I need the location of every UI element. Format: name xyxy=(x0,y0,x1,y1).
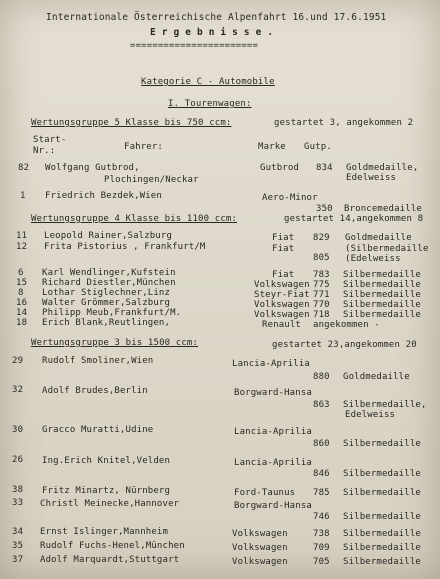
car-make: Volkswagen xyxy=(232,543,288,553)
points: 705 xyxy=(313,557,330,567)
points: 746 xyxy=(313,512,330,522)
points: 863 xyxy=(313,400,330,410)
points: 709 xyxy=(313,543,330,553)
award: Silbermedaille xyxy=(343,543,421,553)
points: 829 xyxy=(313,233,330,243)
driver-name: Rudolf Fuchs-Henel,München xyxy=(40,541,185,551)
title-rule: ======================= xyxy=(130,41,259,51)
driver-name: Gracco Muratti,Udine xyxy=(42,425,154,435)
points: 805 xyxy=(313,253,330,263)
driver-name: Philipp Meub,Frankfurt/M. xyxy=(42,308,182,318)
group2-started: gestartet 14,angekommen 8 xyxy=(284,214,424,224)
award: Silbermedaille, xyxy=(343,400,427,410)
award: Silbermedaille xyxy=(343,557,421,567)
car-make: Lancia-Aprilia xyxy=(234,458,312,468)
column-nr: Nr.: xyxy=(33,146,56,156)
car-make: Fiat xyxy=(272,244,295,254)
award: Silbermedaille xyxy=(343,512,421,522)
award: Silbermedaille xyxy=(343,290,421,300)
points: 785 xyxy=(313,488,330,498)
car-make: Fiat xyxy=(272,270,295,280)
start-number: 26 xyxy=(12,455,24,465)
start-number: 34 xyxy=(12,527,24,537)
driver-name: Leopold Rainer,Salzburg xyxy=(44,231,173,241)
award: Silbermedaille xyxy=(343,488,421,498)
driver-name: Adolf Brudes,Berlin xyxy=(42,386,148,396)
start-number: 1 xyxy=(20,191,26,201)
start-number: 33 xyxy=(12,498,24,508)
award: Silbermedaille xyxy=(343,469,421,479)
driver-name: Christl Meinecke,Hannover xyxy=(40,499,180,509)
car-make: Borgward-Hansa xyxy=(234,501,312,511)
document-title: Internationale Österreichische Alpenfahrt 16.und 17.6.1951 xyxy=(46,12,387,23)
document-subtitle: E r g e b n i s s e . xyxy=(150,27,274,38)
driver-name: Ernst Islinger,Mannheim xyxy=(40,527,169,537)
car-make: Volkswagen xyxy=(254,280,310,290)
start-number: 35 xyxy=(12,541,24,551)
points: 783 xyxy=(313,270,330,280)
driver-name: Rudolf Smoliner,Wien xyxy=(42,356,154,366)
award-extra: Edelweiss xyxy=(346,173,397,183)
car-make: Volkswagen xyxy=(232,557,288,567)
award: Broncemedaille xyxy=(344,204,422,214)
start-number: 37 xyxy=(12,555,24,565)
award: Silbermedaille xyxy=(343,280,421,290)
award: Silbermedaille xyxy=(343,439,421,449)
car-make: Volkswagen xyxy=(232,529,288,539)
driver-name: Richard Diestler,München xyxy=(42,278,176,288)
award: (Silbermedaille xyxy=(345,244,429,254)
car-make: Volkswagen xyxy=(254,300,310,310)
car-make: Steyr-Fiat xyxy=(254,290,310,300)
driver-name: Ing.Erich Knitel,Velden xyxy=(42,456,171,466)
start-number: 6 xyxy=(18,268,24,278)
driver-name: Wolfgang Gutbrod, xyxy=(45,163,140,173)
column-start: Start- xyxy=(33,135,67,145)
start-number: 29 xyxy=(12,356,24,366)
car-make: Lancia-Aprilia xyxy=(232,359,310,369)
points: 834 xyxy=(316,163,333,173)
award: Silbermedaille xyxy=(343,270,421,280)
car-make: Lancia-Aprilia xyxy=(234,427,312,437)
column-make: Marke xyxy=(258,142,286,152)
group2-heading: Wertungsgruppe 4 Klasse bis 1100 ccm: xyxy=(31,214,238,224)
group3-heading: Wertungsgruppe 3 bis 1500 ccm: xyxy=(31,338,199,348)
award: Goldmedaille, xyxy=(346,163,419,173)
award: angekommen - xyxy=(313,320,380,330)
points: 718 xyxy=(313,310,330,320)
points: 775 xyxy=(313,280,330,290)
award: Silbermedaille xyxy=(343,529,421,539)
column-points: Gutp. xyxy=(304,142,332,152)
points: 860 xyxy=(313,439,330,449)
start-number: 38 xyxy=(12,485,24,495)
driver-name: Frita Pistorius , Frankfurt/M xyxy=(44,242,206,252)
award: Goldmedaille xyxy=(343,372,410,382)
points: 880 xyxy=(313,372,330,382)
driver-name: Friedrich Bezdek,Wien xyxy=(45,191,162,201)
award: Goldmedaille xyxy=(345,233,412,243)
driver-name: Lothar Stiglechner,Linz xyxy=(42,288,171,298)
start-number: 8 xyxy=(18,288,24,298)
driver-name: Adolf Marquardt,Stuttgart xyxy=(40,555,180,565)
section-heading: I. Tourenwagen: xyxy=(168,99,252,109)
car-make: Ford-Taunus xyxy=(234,488,296,498)
driver-name: Fritz Minartz, Nürnberg xyxy=(42,486,171,496)
driver-name: Erich Blank,Reutlingen, xyxy=(42,318,171,328)
points: 846 xyxy=(313,469,330,479)
start-number: 14 xyxy=(16,308,28,318)
group3-started: gestartet 23,angekommen 20 xyxy=(272,340,417,350)
points: 738 xyxy=(313,529,330,539)
award: Silbermedaille xyxy=(343,310,421,320)
column-driver: Fahrer: xyxy=(124,142,163,152)
group1-started: gestartet 3, angekommen 2 xyxy=(274,118,414,128)
points: 350 xyxy=(316,204,333,214)
car-make: Borgward-Hansa xyxy=(234,388,312,398)
car-make: Aero-Minor xyxy=(262,193,318,203)
start-number: 32 xyxy=(12,385,24,395)
car-make: Renault xyxy=(262,320,301,330)
points: 771 xyxy=(313,290,330,300)
start-number: 82 xyxy=(18,163,30,173)
driver-name: Walter Grömmer,Salzburg xyxy=(42,298,171,308)
start-number: 15 xyxy=(16,278,28,288)
start-number: 16 xyxy=(16,298,28,308)
award-extra: (Edelweiss xyxy=(345,254,401,264)
points: 770 xyxy=(313,300,330,310)
start-number: 30 xyxy=(12,425,24,435)
driver-location: Plochingen/Neckar xyxy=(104,175,199,185)
category-heading: Kategorie C - Automobile xyxy=(141,77,275,87)
car-make: Volkswagen xyxy=(254,310,310,320)
award: Silbermedaille xyxy=(343,300,421,310)
group1-heading: Wertungsgruppe 5 Klasse bis 750 ccm: xyxy=(31,118,232,128)
award-extra: Edelweiss xyxy=(345,410,396,420)
start-number: 18 xyxy=(16,318,28,328)
car-make: Fiat xyxy=(272,233,295,243)
car-make: Gutbrod xyxy=(260,163,299,173)
driver-name: Karl Wendlinger,Kufstein xyxy=(42,268,176,278)
start-number: 11 xyxy=(16,231,28,241)
start-number: 12 xyxy=(16,242,28,252)
